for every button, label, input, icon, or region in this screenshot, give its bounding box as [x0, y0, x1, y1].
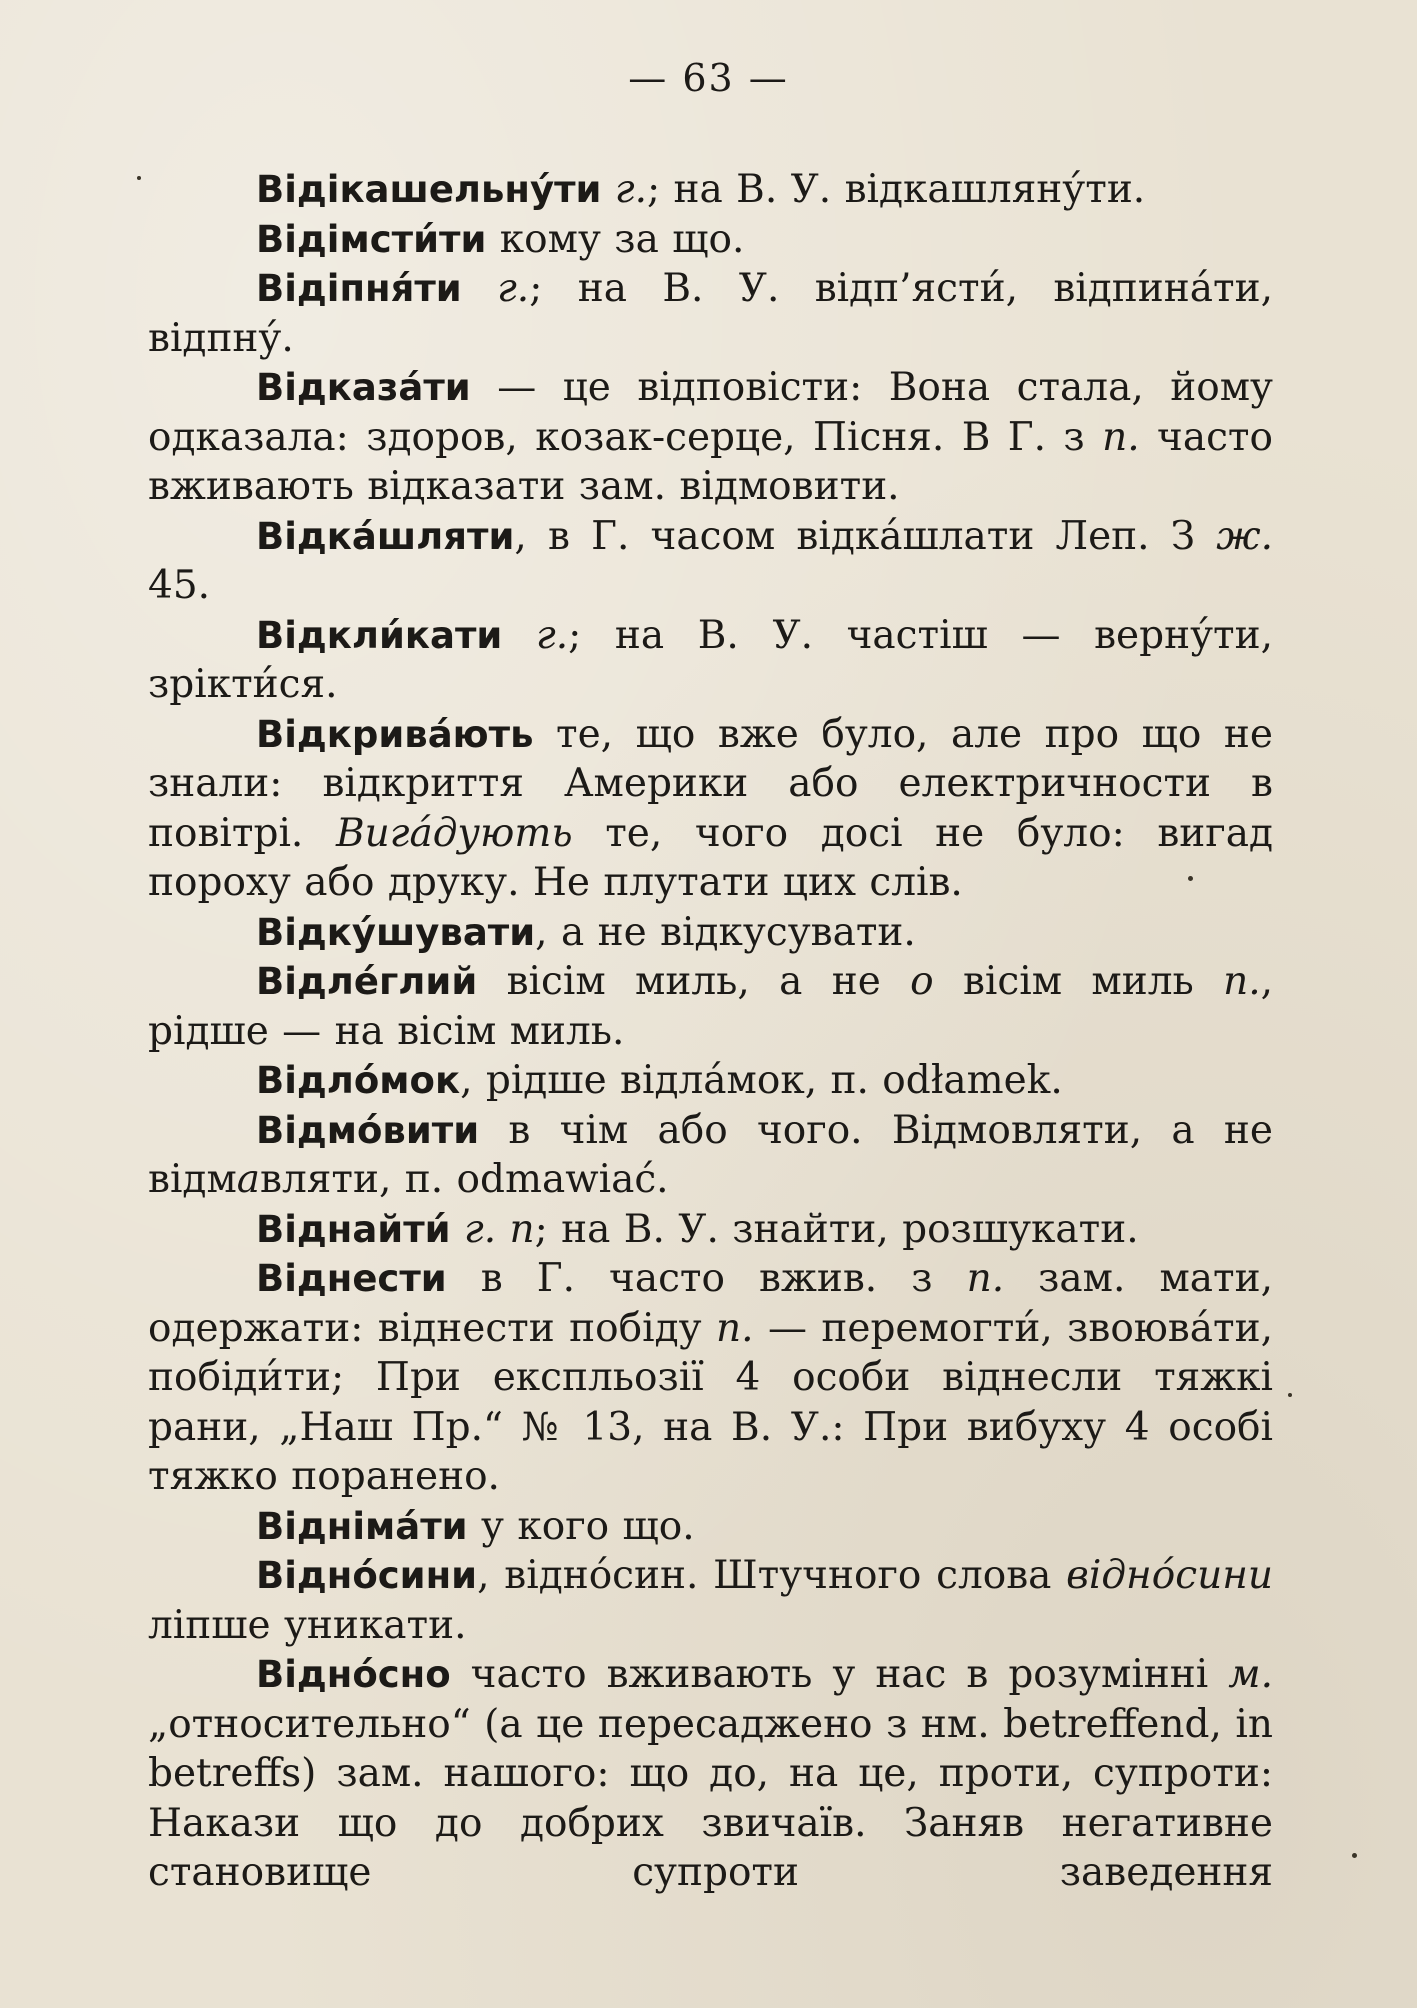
- entry-vidnaity: Віднайти́ г. п; на В. У. знайти, розшукати.: [256, 1206, 1139, 1252]
- paper-speck: [1352, 1853, 1357, 1858]
- entry-vidlomok: Відло́мок, рідше відла́мок, п. odłamek.: [256, 1058, 1063, 1103]
- page-number: — 63 —: [628, 56, 789, 100]
- headword: Відку́шувати: [256, 910, 536, 954]
- headword: Відмо́вити: [256, 1108, 480, 1152]
- paper-speck: [137, 176, 141, 180]
- headword: Відказа́ти: [256, 366, 471, 409]
- headword: Відкли́кати: [256, 613, 503, 657]
- entry-vidnimaty: Відніма́ти у кого що.: [256, 1503, 695, 1549]
- headword: Відно́сно: [256, 1653, 451, 1696]
- headword: Відка́шляти: [256, 514, 515, 558]
- entry-vidnosno: Відно́сно часто вживають у нас в розумінні м. „относительно“ (а це пересаджено з нм. betreffend, in betreffs) зам. нашого: що до, на це, проти, супроти: Накази що до добрих звичаїв. Заняв негативне становище супроти заведення: [148, 1652, 1273, 1895]
- entry-vidkryvaiut: Відкрива́ють те, що вже було, але про що не знали: відкриття Америки або електричности в повітрі. Вига́дують те, чого досі не було: вигад пороху або друку. Не плутати цих слів.: [148, 711, 1273, 905]
- headword: Відно́сини: [256, 1554, 478, 1597]
- headword: Відіпня́ти: [256, 267, 462, 310]
- paper-speck: [1288, 1393, 1292, 1397]
- headword: Віднести: [256, 1257, 447, 1300]
- paper-speck: [1188, 876, 1193, 881]
- entry-vidnosyny: Відно́сини, відно́син. Штучного слова відно́сини ліпше уникати.: [148, 1553, 1273, 1648]
- headword: Відле́глий: [256, 960, 478, 1003]
- headword: Віднайти́: [256, 1207, 451, 1251]
- entry-vidipniaty: Відіпня́ти г.; на В. У. відп’ясти́, відпина́ти, відпну́.: [148, 266, 1273, 361]
- entry-vidikashelnuty: Відікашельну́ти г.; на В. У. відкашляну́ти.: [256, 167, 1146, 212]
- entry-vidmovyty: Відмо́вити в чім або чого. Відмовляти, а не відмавляти, п. odmawiać.: [148, 1107, 1273, 1202]
- headword: Відніма́ти: [256, 1504, 468, 1548]
- entry-vidnesty: Віднести в Г. часто вжив. з п. зам. мати, одержати: віднести побіду п. — перемогти́, звоюва́ти, побіди́ти; При експльозії 4 особи віднесли тяжкі рани, „Наш Пр.“ № 13, на В. У.: При вибуху 4 особі тяжко поранено.: [148, 1256, 1273, 1499]
- headword: Відікашельну́ти: [256, 168, 602, 211]
- entry-vidklykaty: Відкли́кати г.; на В. У. частіш — верну́ти, зрікти́ся.: [148, 612, 1273, 707]
- entry-vidimstyty: Відімсти́ти кому за що.: [256, 216, 745, 262]
- headword: Відкрива́ють: [256, 712, 534, 756]
- page-text: [148, 165, 1273, 1898]
- entry-vidkushuvaty: Відку́шувати, а не відкусувати.: [256, 909, 916, 955]
- entry-vidleglyi: Відле́глий вісім миль, а не о вісім миль п., рідше — на вісім миль.: [148, 959, 1274, 1054]
- headword: Відло́мок: [256, 1059, 461, 1102]
- entry-vidkazaty: Відказа́ти — це відповісти: Вона стала, йому одказала: здоров, козак-серце, Пісня. В Г. з п. часто вживають відказати зам. відмовити.: [148, 365, 1273, 509]
- entry-vidkashliaty: Відка́шляти, в Г. часом відка́шлати Леп. З ж. 45.: [148, 513, 1273, 608]
- headword: Відімсти́ти: [256, 217, 487, 261]
